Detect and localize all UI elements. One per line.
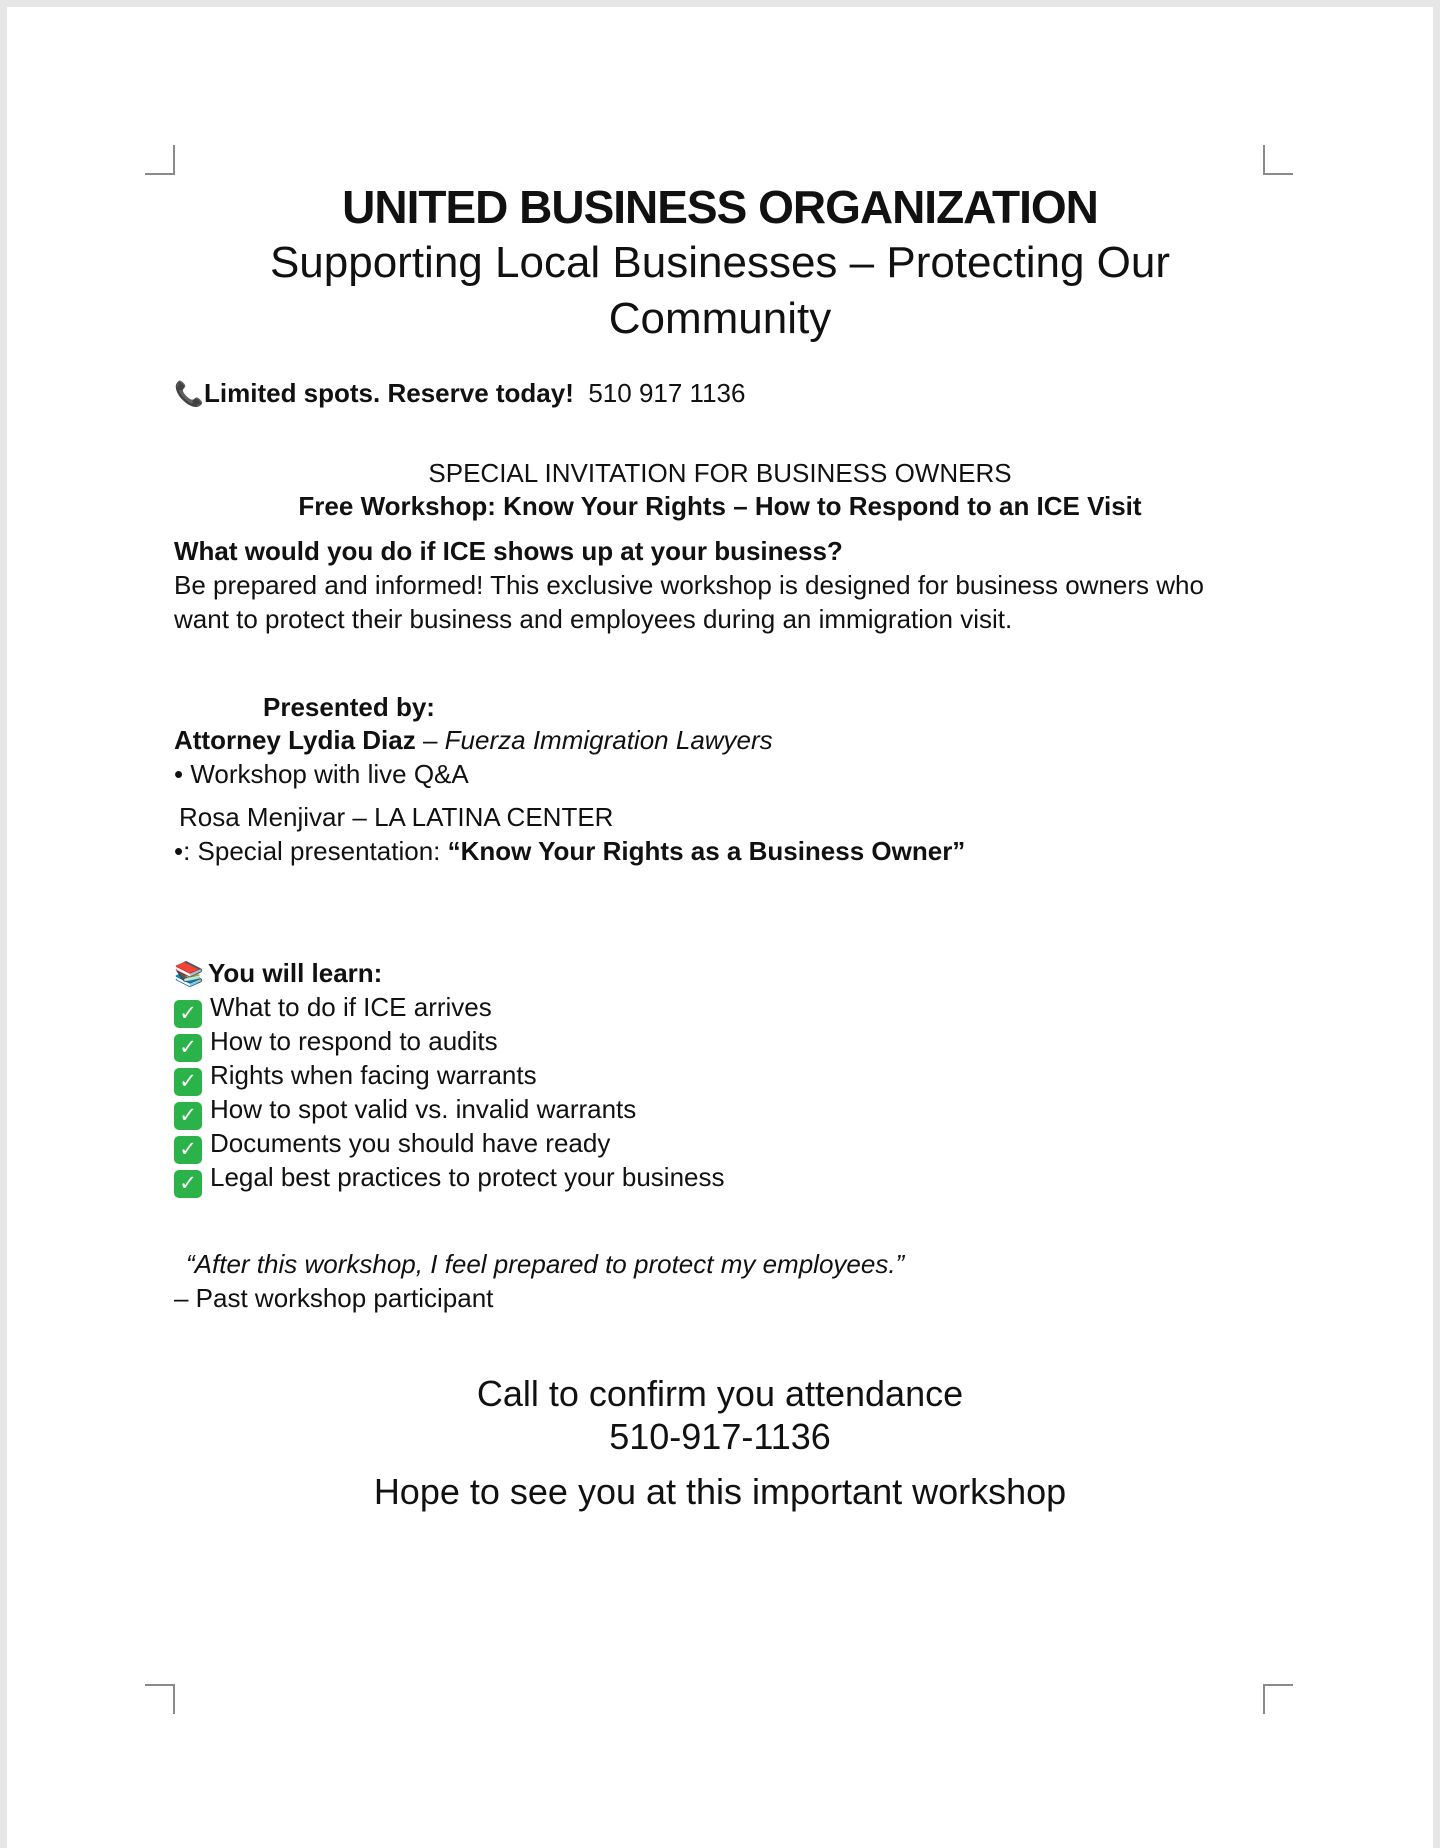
testimonial-quote: “After this workshop, I feel prepared to protect my employees.” (186, 1249, 905, 1279)
reserve-line (174, 376, 745, 412)
telephone-receiver-icon: 📞 (174, 381, 204, 408)
check-mark-icon: ✓ (174, 1068, 202, 1096)
list-item-text: Rights when facing warrants (210, 1060, 537, 1090)
list-item (174, 990, 725, 1024)
attorney-name: Attorney Lydia Diaz (174, 725, 416, 755)
invitation-question: What would you do if ICE shows up at your business? (174, 536, 843, 566)
attorney-firm: Fuerza Immigration Lawyers (444, 725, 773, 755)
list-item-text: Documents you should have ready (210, 1128, 611, 1158)
closing-line: Hope to see you at this important workshop (373, 1471, 1067, 1512)
learn-heading: You will learn: (208, 958, 383, 988)
contact-phone: 510-917-1136 (609, 1416, 831, 1457)
list-item-text: How to spot valid vs. invalid warrants (210, 1094, 637, 1124)
list-item (174, 1092, 725, 1126)
page-corner-mark-bottom-right (1263, 1684, 1293, 1714)
testimonial-author: – Past workshop participant (174, 1283, 494, 1313)
check-mark-icon: ✓ (174, 1170, 202, 1198)
page-corner-mark-top-right (1263, 145, 1293, 175)
invitation-description-line-1: Be prepared and informed! This exclusive workshop is designed for business owners who (174, 570, 1204, 600)
list-item (174, 1160, 725, 1194)
list-item-text: What to do if ICE arrives (210, 992, 492, 1022)
reserve-label: Limited spots. Reserve today! (204, 378, 574, 408)
list-item-text: How to respond to audits (210, 1026, 498, 1056)
check-mark-icon: ✓ (174, 1000, 202, 1028)
check-mark-icon: ✓ (174, 1102, 202, 1130)
call-to-confirm: Call to confirm you attendance (476, 1373, 964, 1414)
document-subtitle: Supporting Local Businesses – Protecting Our Community (269, 238, 1171, 343)
reserve-phone: 510 917 1136 (588, 378, 746, 408)
learn-heading-line (174, 956, 382, 992)
page-corner-mark-bottom-left (145, 1684, 175, 1714)
learn-list (174, 990, 725, 1194)
invitation-heading: SPECIAL INVITATION FOR BUSINESS OWNERS (428, 458, 1012, 488)
special-presentation-title: “Know Your Rights as a Business Owner” (447, 836, 966, 866)
presented-by-heading: Presented by: (263, 692, 435, 722)
second-presenter: Rosa Menjivar – LA LATINA CENTER (179, 802, 614, 832)
attorney-detail: • Workshop with live Q&A (174, 759, 469, 789)
books-icon: 📚 (174, 961, 204, 988)
second-presenter-detail (174, 834, 965, 868)
page-corner-mark-top-left (145, 145, 175, 175)
document-title: UNITED BUSINESS ORGANIZATION (342, 181, 1098, 233)
attorney-separator: – (415, 725, 445, 755)
check-mark-icon: ✓ (174, 1136, 202, 1164)
workshop-title: Free Workshop: Know Your Rights – How to Respond to an ICE Visit (298, 491, 1142, 521)
attorney-line (174, 723, 773, 757)
list-item (174, 1126, 725, 1160)
check-mark-icon: ✓ (174, 1034, 202, 1062)
list-item (174, 1024, 725, 1058)
list-item-text: Legal best practices to protect your business (210, 1162, 725, 1192)
special-presentation-prefix: •: Special presentation: (174, 836, 448, 866)
invitation-description-line-2: want to protect their business and employees during an immigration visit. (174, 604, 1013, 634)
document-page (7, 7, 1433, 1848)
list-item (174, 1058, 725, 1092)
